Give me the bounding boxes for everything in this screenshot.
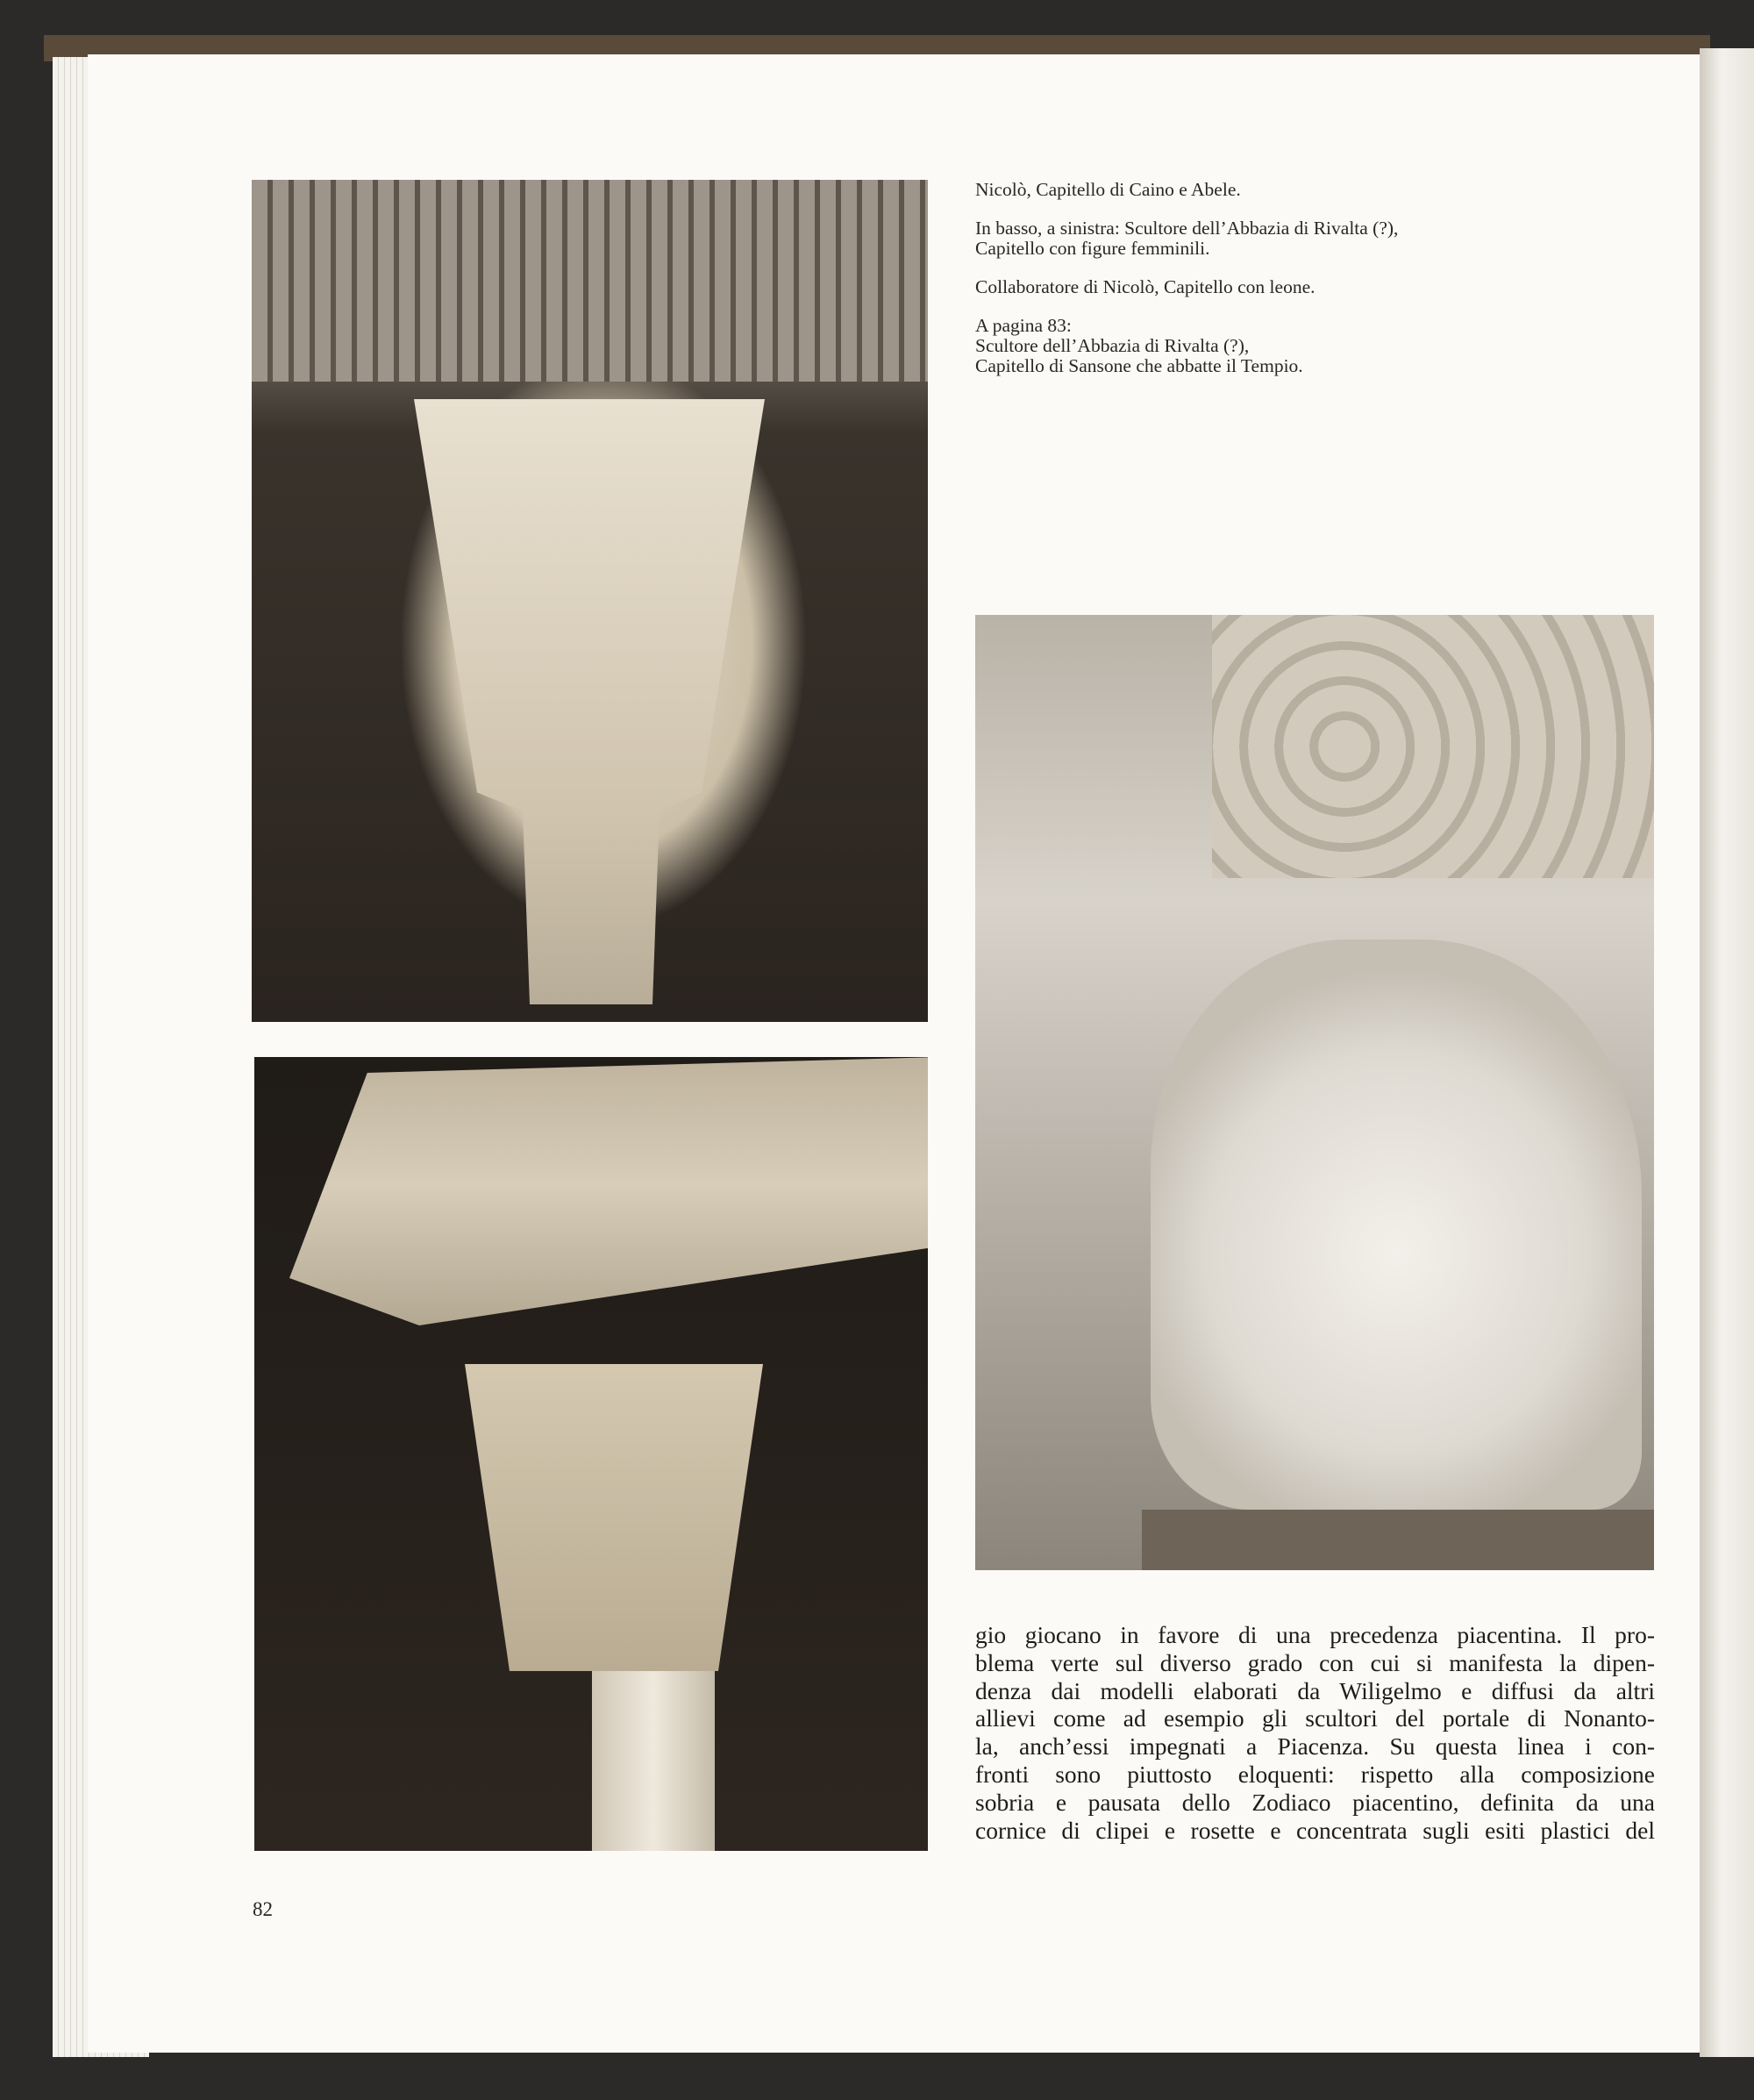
- caption-4: [975, 316, 1589, 376]
- body-line: cornice di clipei e rosette e concentrata sugli esiti plastici del: [975, 1816, 1655, 1844]
- capital-sculpture: [465, 1364, 763, 1671]
- caption-3: [975, 277, 1589, 297]
- body-text: [975, 1621, 1655, 1844]
- column-shaft: [592, 1671, 715, 1851]
- capital-sculpture: [414, 399, 765, 1004]
- caption-line: In basso, a sinistra: Scultore dell’Abbazia di Rivalta (?),: [975, 218, 1399, 239]
- photo-capital-lion: [975, 615, 1654, 1570]
- caption-1: [975, 180, 1589, 200]
- photo-capital-female-figures: [254, 1057, 928, 1851]
- caption-line: Capitello di Sansone che abbatte il Tempio.: [975, 355, 1303, 376]
- photo-captions: [975, 180, 1589, 395]
- body-line: gio giocano in favore di una precedenza piacentina. Il pro-: [975, 1621, 1655, 1648]
- caption-line: Collaboratore di Nicolò, Capitello con leone.: [975, 276, 1316, 297]
- caption-line: Capitello con figure femminili.: [975, 238, 1210, 259]
- body-line: sobria e pausata dello Zodiaco piacentino, definita da una: [975, 1788, 1655, 1816]
- caption-line: Scultore dell’Abbazia di Rivalta (?),: [975, 335, 1250, 356]
- page-number: 82: [253, 1898, 273, 1920]
- body-line: blema verte sul diverso grado con cui si manifesta la dipen-: [975, 1648, 1655, 1676]
- arch-detail: [289, 1057, 928, 1373]
- facing-page-edge: [1700, 48, 1754, 2057]
- caption-line: Nicolò, Capitello di Caino e Abele.: [975, 179, 1241, 200]
- body-line: allievi come ad esempio gli scultori del portale di Nonanto-: [975, 1704, 1655, 1732]
- caption-2: [975, 218, 1589, 259]
- photo-capital-cain-abel: [252, 180, 928, 1022]
- body-line: la, anch’essi impegnati a Piacenza. Su questa linea i con-: [975, 1732, 1655, 1761]
- lion-relief: [1151, 939, 1642, 1510]
- rosette-band: [1212, 615, 1654, 878]
- body-line: denza dai modelli elaborati da Wiligelmo e diffusi da altri: [975, 1676, 1655, 1704]
- cornice-detail: [252, 180, 928, 382]
- body-line: fronti sono piuttosto eloquenti: rispetto alla composizione: [975, 1760, 1655, 1788]
- relief-base: [1142, 1510, 1654, 1570]
- caption-line: A pagina 83:: [975, 315, 1072, 336]
